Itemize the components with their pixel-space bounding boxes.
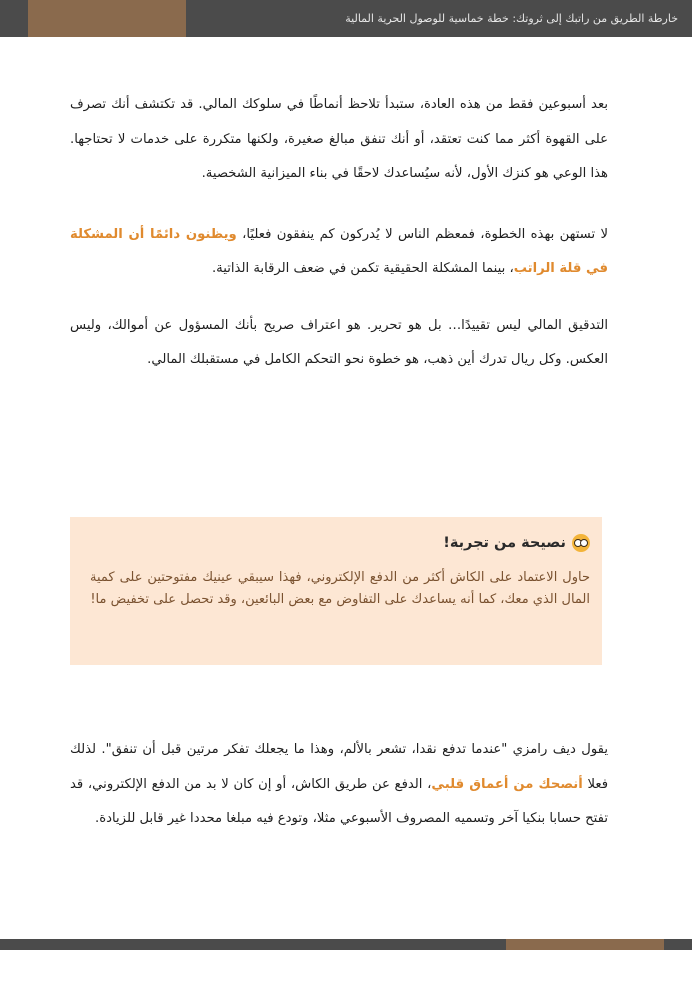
running-title: خارطة الطريق من راتبك إلى ثروتك: خطة خماسية للوصول الحرية المالية [345, 12, 678, 25]
tip-title: نصيحة من تجربة! [443, 535, 566, 551]
header-accent-block [28, 0, 186, 37]
page-header [0, 0, 692, 37]
tip-box [70, 517, 602, 665]
tip-text: حاول الاعتماد على الكاش أكثر من الدفع الإلكتروني، فهذا سيبقي عينيك مفتوحتين على كمية المال الذي معك، كما أنه يساعدك على التفاوض مع بعض البائعين، وقد تحصل على تخفيض ما! [90, 570, 590, 607]
tip-header [88, 531, 590, 555]
paragraph-4 [70, 733, 608, 837]
paragraph-1: بعد أسبوعين فقط من هذه العادة، ستبدأ تلاحظ أنماطًا في سلوكك المالي. قد تكتشف أنك تصرف على القهوة أكثر مما كنت تعتقد، أو أنك تنفق مبالغ صغيرة، ولكنها متكررة على خدمات لا تحتاجها. هذا الوعي هو كنزك الأول، لأنه سيُساعدك لاحقًا في بناء الميزانية الشخصية. [70, 97, 608, 181]
main-text-continued [70, 733, 608, 863]
main-text [70, 88, 608, 404]
paragraph-2-start: لا تستهن بهذه الخطوة، فمعظم الناس لا يُدركون كم ينفقون فعليًا، [236, 226, 608, 242]
nerd-face-icon [572, 534, 590, 552]
paragraph-4-highlight: أنصحك من أعماق قلبي [431, 776, 583, 792]
footer-accent-block [506, 939, 664, 950]
paragraph-2-end: ، بينما المشكلة الحقيقية تكمن في ضعف الرقابة الذاتية. [211, 261, 514, 276]
paragraph-2-highlight: ويظنون دائمًا أن المشكلة في قلة الراتب [70, 226, 608, 276]
paragraph-4-end: ، الدفع عن طريق الكاش، أو إن كان لا بد من الدفع الإلكتروني، قد تفتح حسابا بنكيا آخر وتسميه المصروف الأسبوعي مثلا، وتودع فيه مبلغا محددا غير قابل للزيادة. [70, 776, 608, 826]
paragraph-4-start: يقول ديف رامزي "عندما تدفع نقدا، تشعر بالألم، وهذا ما يجعلك تفكر مرتين قبل أن تنفق". لذلك فعلا [70, 742, 609, 792]
paragraph-2 [70, 218, 608, 287]
paragraph-3: التدقيق المالي ليس تقييدًا… بل هو تحرير. هو اعتراف صريح بأنك المسؤول عن أموالك، وليس العكس. وكل ريال تدرك أين ذهب، هو خطوة نحو التحكم الكامل في مستقبلك المالي. [70, 317, 608, 367]
page-footer [0, 939, 692, 950]
